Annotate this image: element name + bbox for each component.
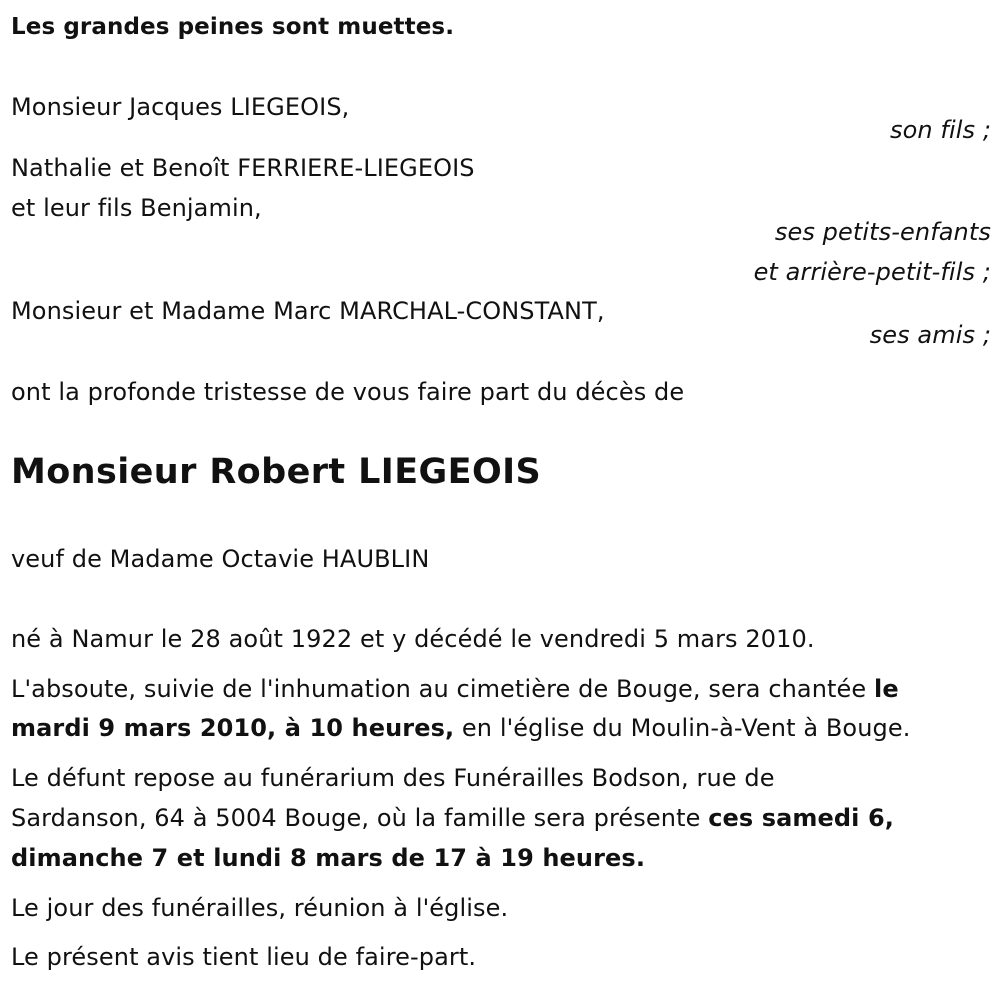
ceremony-line-2 — [11, 713, 910, 743]
family-member-jacques: Monsieur Jacques LIEGEOIS, — [11, 93, 350, 121]
ceremony-text-1: L'absoute, suivie de l'inhumation au cimetière de Bouge, sera chantée — [11, 675, 875, 703]
ceremony-date-time: mardi 9 mars 2010, à 10 heures, — [11, 714, 455, 742]
relation-friends: ses amis ; — [869, 321, 991, 349]
announcement-intro: ont la profonde tristesse de vous faire part du décès de — [11, 378, 685, 406]
funeral-meeting-note: Le jour des funérailles, réunion à l'église. — [11, 894, 509, 922]
visitation-line-1: Le défunt repose au funérarium des Funérailles Bodson, rue de — [11, 764, 775, 792]
deceased-name: Monsieur Robert LIEGEOIS — [11, 452, 542, 492]
ceremony-location: en l'église du Moulin-à-Vent à Bouge. — [454, 714, 911, 742]
birth-death-dates: né à Namur le 28 août 1922 et y décédé le vendredi 5 mars 2010. — [11, 625, 815, 653]
visitation-address: Sardanson, 64 à 5004 Bouge, où la famille sera présente — [11, 804, 709, 832]
family-friends-marchal: Monsieur et Madame Marc MARCHAL-CONSTANT, — [11, 297, 605, 325]
relation-grandchildren: ses petits-enfants — [774, 218, 991, 246]
relation-great-grandson: et arrière-petit-fils ; — [753, 258, 991, 286]
ceremony-bold-1: le — [874, 675, 899, 703]
obituary-notice — [11, 0, 991, 992]
widower-of: veuf de Madame Octavie HAUBLIN — [11, 545, 430, 573]
visitation-line-2 — [11, 803, 894, 833]
visitation-days-1: ces samedi 6, — [708, 804, 894, 832]
notice-statement: Le présent avis tient lieu de faire-part. — [11, 943, 477, 971]
epigraph-quote: Les grandes peines sont muettes. — [11, 14, 455, 40]
ceremony-line-1 — [11, 674, 899, 704]
family-member-nathalie-benoit: Nathalie et Benoît FERRIERE-LIEGEOIS — [11, 154, 475, 182]
relation-son: son fils ; — [889, 116, 991, 144]
family-member-benjamin: et leur fils Benjamin, — [11, 194, 262, 222]
visitation-days-hours: dimanche 7 et lundi 8 mars de 17 à 19 heures. — [11, 844, 646, 872]
